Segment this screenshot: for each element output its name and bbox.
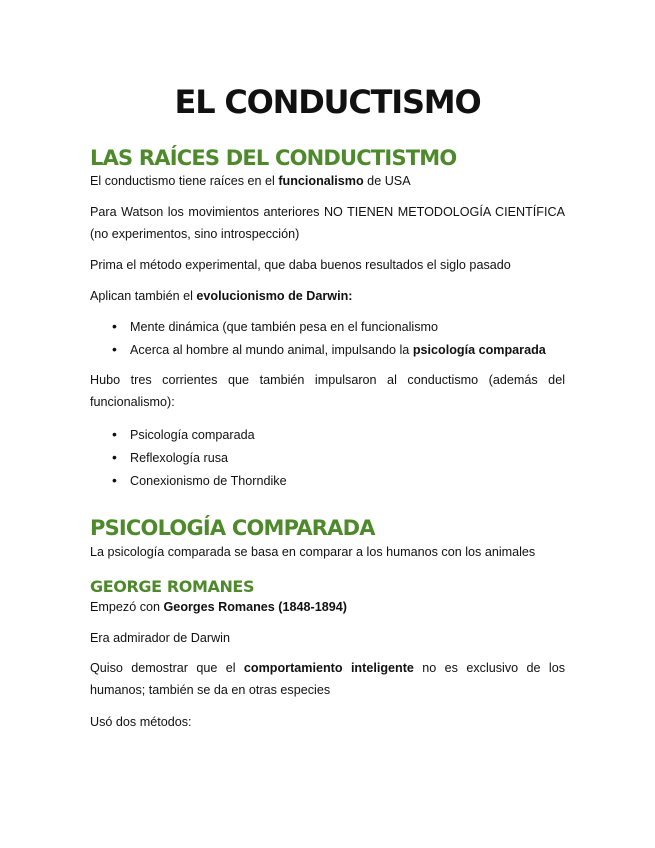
- list-item-text: Acerca al hombre al mundo animal, impulsando la: [130, 343, 413, 357]
- subsection-heading-george-romanes: GEORGE ROMANES: [90, 577, 255, 596]
- bold-text: funcionalismo: [278, 174, 364, 188]
- list-item-text: Conexionismo de Thorndike: [130, 474, 287, 488]
- list-item-text: Reflexología rusa: [130, 451, 229, 465]
- bold-text: evolucionismo de Darwin:: [196, 289, 353, 303]
- paragraph-psicologia-comparada: La psicología comparada se basa en comparar a los humanos con los animales: [90, 545, 536, 559]
- bold-text: psicología comparada: [412, 343, 546, 357]
- bullet-icon: •: [112, 472, 117, 488]
- list-item-text: Mente dinámica (que también pesa en el funcionalismo: [130, 320, 439, 334]
- list-item: [112, 338, 567, 361]
- paragraph-metodo-experimental: Prima el método experimental, que daba buenos resultados el siglo pasado: [90, 258, 511, 272]
- text-run: Empezó con: [90, 600, 164, 614]
- paragraph-comportamiento: [90, 657, 565, 701]
- bullet-icon: •: [112, 318, 117, 334]
- list-item: [112, 423, 567, 446]
- bullet-icon: •: [112, 449, 117, 465]
- bold-text: comportamiento inteligente: [243, 661, 414, 675]
- section-heading-raices: LAS RAÍCES DEL CONDUCTISTMO: [90, 146, 457, 170]
- paragraph-metodos: Usó dos métodos:: [90, 715, 192, 729]
- paragraph-romanes: [90, 596, 565, 618]
- text-run: de USA: [363, 174, 411, 188]
- bullet-icon: •: [112, 426, 117, 442]
- bold-text: Georges Romanes (1848-1894): [163, 600, 347, 614]
- paragraph-watson: Para Watson los movimientos anteriores NO TIENEN METODOLOGÍA CIENTÍFICA (no experimentos, sino introspección): [90, 205, 565, 241]
- paragraph-darwin: [90, 285, 565, 307]
- text-run: El conductismo tiene raíces en el: [90, 174, 279, 188]
- document-title: EL CONDUCTISMO: [174, 83, 481, 121]
- list-item: [112, 315, 567, 338]
- text-run: Quiso demostrar que el: [90, 661, 244, 675]
- paragraph-admirador: Era admirador de Darwin: [90, 631, 230, 645]
- bullet-icon: •: [112, 341, 117, 357]
- paragraph-funcionalismo: [90, 170, 565, 192]
- list-item-text: Psicología comparada: [130, 428, 255, 442]
- paragraph-tres-corrientes: Hubo tres corrientes que también impulsaron al conductismo (además del funcionalismo):: [90, 373, 565, 409]
- text-run: Aplican también el: [90, 289, 197, 303]
- list-item: [112, 469, 567, 492]
- text-run: no es exclusivo de los humanos; también se da en otras especies: [90, 661, 565, 697]
- list-item: [112, 446, 567, 469]
- section-heading-psicologia-comparada: PSICOLOGÍA COMPARADA: [90, 516, 375, 540]
